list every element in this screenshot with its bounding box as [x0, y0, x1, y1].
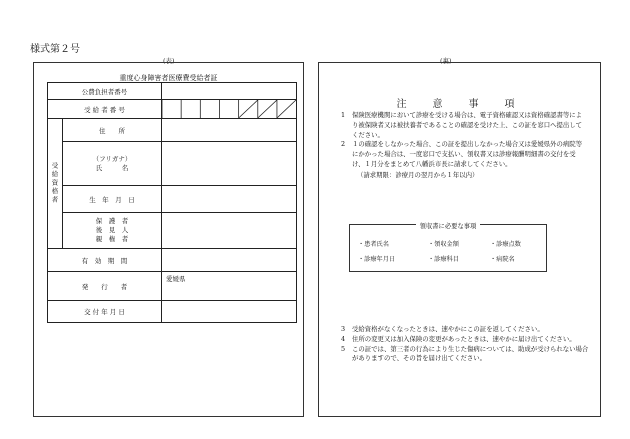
form-id: 様式第２号 [30, 44, 80, 55]
payer-number-boxes [162, 83, 297, 100]
address-value [162, 119, 297, 142]
receipt-requirements [341, 214, 556, 322]
note-item: 2 １の確認をしなかった場合、この証を提出しなかった場合又は愛媛県外の病院等にかかった場合は、一度窓口で支払い、領収書又は診療報酬明細書の交付を受け、１月分をまとめて八幡浜市長に請求してください。 [341, 140, 583, 168]
recipient-number-boxes [162, 100, 297, 119]
receipt-item: ・病院名 [490, 256, 515, 263]
guardian-line: 親 権 者 [95, 235, 129, 243]
validity-value [162, 249, 297, 272]
furigana-label: （フリガナ） [92, 154, 132, 163]
certificate-back [318, 62, 601, 417]
receipt-item: ・患者氏名 [358, 241, 389, 248]
receipt-item: ・領収金額 [428, 241, 459, 248]
dob-value [162, 186, 297, 213]
issue-date-label: 交 付 年 月 日 [48, 301, 162, 323]
issue-date-value [162, 301, 297, 323]
guardian-line: 保 護 者 [95, 217, 129, 225]
recipient-group-label: 受給資格者 [48, 119, 63, 249]
dob-label: 生 年 月 日 [63, 186, 162, 213]
guardian-value [162, 213, 297, 249]
certificate-table [47, 82, 297, 323]
receipt-title: 領収書に必要な事項 [416, 223, 481, 230]
validity-label: 有 効 期 間 [48, 249, 162, 272]
back-side-label: (裏) [440, 57, 452, 65]
certificate-title: 重度心身障害者医療費受給者証 [119, 74, 218, 82]
note-item: 4 住所の変更又は加入保険の変更があったときは、速やかに届け出てください。 [341, 334, 576, 343]
notes-top [341, 111, 586, 181]
name-label [63, 142, 162, 186]
receipt-box [349, 224, 547, 272]
issuer-label: 発 行 者 [48, 272, 162, 301]
address-label: 住 所 [63, 119, 162, 142]
front-side-label: (表) [163, 57, 175, 65]
note-item: 1 保険医療機関において診療を受ける場合は、電子資格確認又は資格確認書等により被保険者又は被扶養者であることの確認を受けた上、この証を窓口へ提出してください。 [341, 111, 583, 139]
receipt-item: ・診療点数 [490, 241, 521, 248]
name-value [162, 142, 297, 186]
certificate-front [33, 62, 304, 417]
claim-period-note: （請求期限：診療月の翌月から１年以内） [357, 170, 479, 179]
issuer-value: 愛媛県 [162, 272, 297, 301]
note-item: 3 受給資格がなくなったときは、速やかにこの証を返してください。 [341, 325, 544, 333]
receipt-item: ・診療科目 [428, 256, 459, 263]
receipt-item: ・診療年月日 [358, 256, 396, 263]
recipient-number-label: 受 給 者 番 号 [48, 100, 162, 119]
guardian-line: 後 見 人 [95, 226, 129, 234]
full-name-label: 氏 名 [95, 163, 129, 172]
note-item: 5 この証では、第三者の行為により生じた傷病については、助成が受けられない場合がありますので、その旨を届け出てください。 [341, 344, 589, 363]
payer-number-label: 公費負担者番号 [48, 83, 162, 100]
notes-title: 注 意 事 項 [396, 99, 523, 110]
guardian-label [63, 213, 162, 249]
notes-bottom [341, 325, 589, 364]
